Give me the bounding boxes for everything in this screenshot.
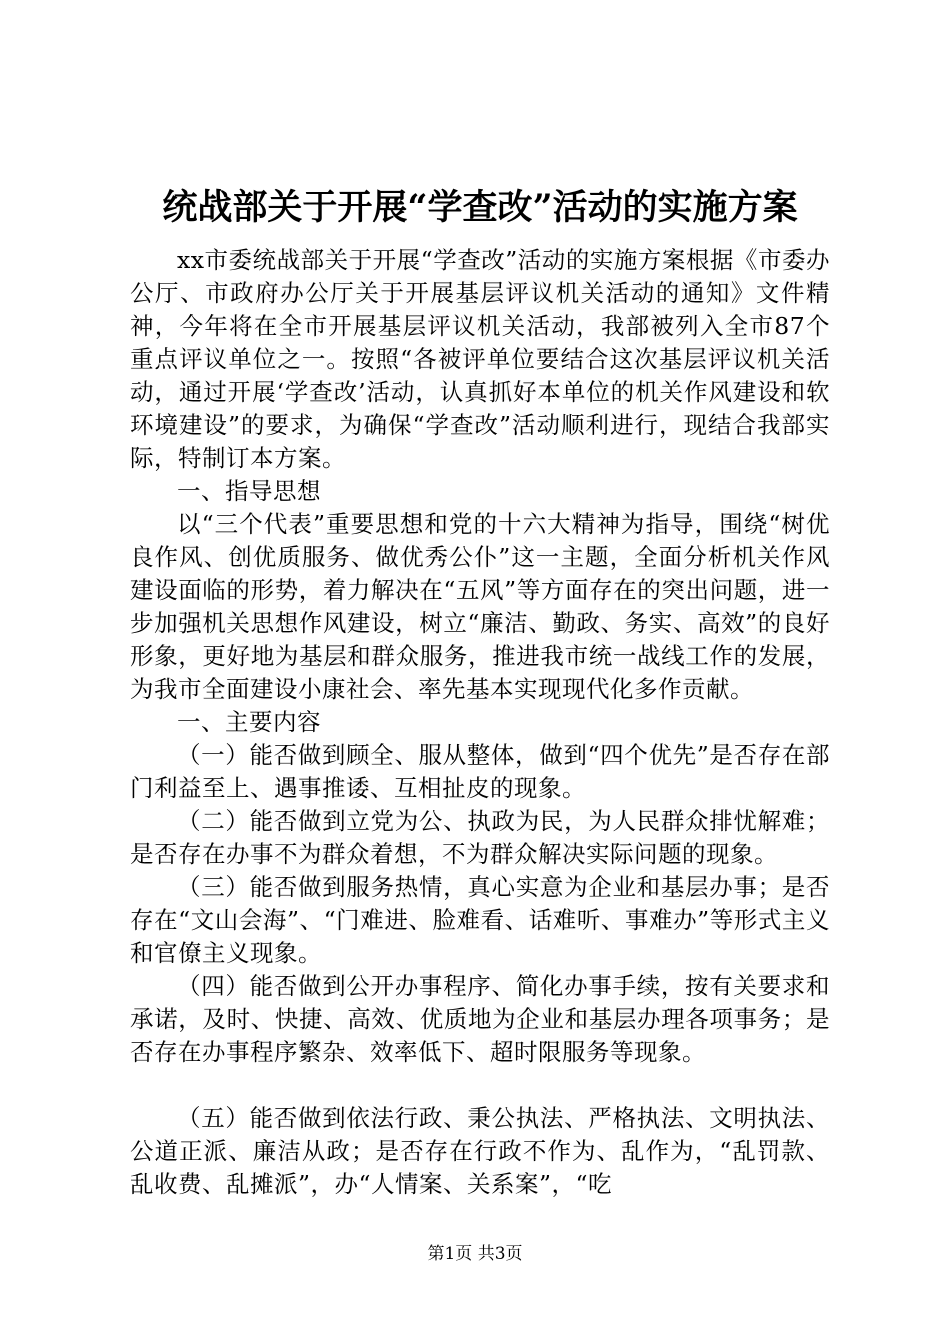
page-footer: 第1页 共3页: [427, 1244, 523, 1264]
section-heading-main-content: 一、主要内容: [177, 708, 321, 736]
content-item-4: （四）能否做到公开办事程序、简化办事手续，按有关要求和承诺，及时、快捷、高效、优质地为企业和基层办理各项事务；是否存在办事程序繁杂、效率低下、超时限服务等现象。: [130, 972, 830, 1066]
document-body: [130, 244, 830, 1201]
section-heading-guiding-ideology: 一、指导思想: [177, 477, 321, 505]
intro-paragraph: xx市委统战部关于开展“学查改”活动的实施方案根据《市委办公厅、市政府办公厅关于开展基层评议机关活动的通知》文件精神，今年将在全市开展基层评议机关活动，我部被列入全市87个重点评议单位之一。按照“各被评单位要结合这次基层评议机关活动，通过开展‘学查改’活动，认真抓好本单位的机关作风建设和软环境建设”的要求，为确保“学查改”活动顺利进行，现结合我部实际，特制订本方案。: [130, 246, 830, 472]
guiding-ideology-paragraph: 以“三个代表”重要思想和党的十六大精神为指导，围绕“树优良作风、创优质服务、做优秀公仆”这一主题，全面分析机关作风建设面临的形势，着力解决在“五风”等方面存在的突出问题，进一步加强机关思想作风建设，树立“廉洁、勤政、务实、高效”的良好形象，更好地为基层和群众服务，推进我市统一战线工作的发展，为我市全面建设小康社会、率先基本实现现代化多作贡献。: [130, 510, 830, 703]
content-item-1: （一）能否做到顾全、服从整体，做到“四个优先”是否存在部门利益至上、遇事推诿、互相扯皮的现象。: [130, 741, 830, 802]
content-item-5: （五）能否做到依法行政、秉公执法、严格执法、文明执法、公道正派、廉洁从政；是否存在行政不作为、乱作为，“乱罚款、乱收费、乱摊派”，办“人情案、关系案”，“吃: [130, 1104, 830, 1198]
document-page: [130, 0, 830, 1344]
content-item-2: （二）能否做到立党为公、执政为民，为人民群众排忧解难；是否存在办事不为群众着想，不为群众解决实际问题的现象。: [130, 807, 830, 868]
document-title: 统战部关于开展“学查改”活动的实施方案: [162, 187, 798, 228]
content-item-3: （三）能否做到服务热情，真心实意为企业和基层办事；是否存在“文山会海”、“门难进、脸难看、话难听、事难办”等形式主义和官僚主义现象。: [130, 873, 830, 967]
